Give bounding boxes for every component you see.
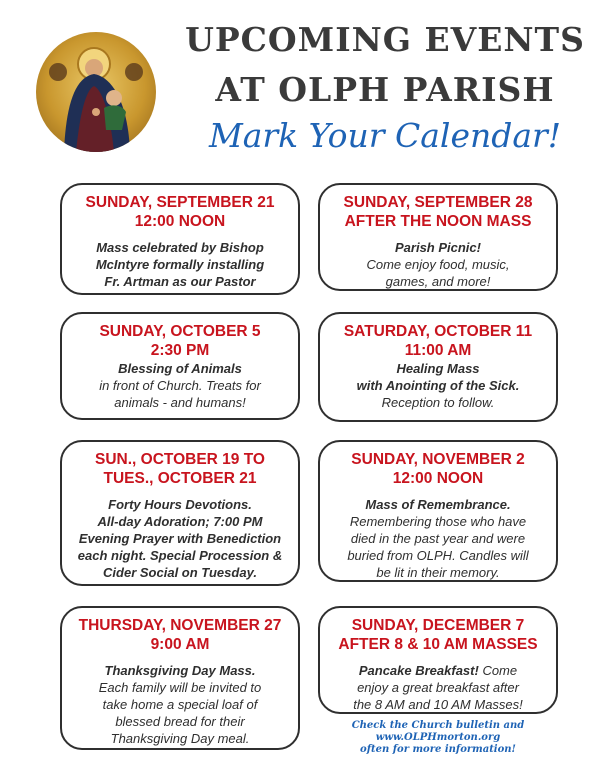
event-detail: with Anointing of the Sick. bbox=[356, 378, 520, 393]
event-card-oct-11 bbox=[318, 312, 558, 422]
event-card-dec-7 bbox=[318, 606, 558, 714]
event-time: AFTER 8 & 10 AM MASSES bbox=[338, 636, 538, 653]
event-title-row bbox=[330, 662, 546, 679]
event-detail: take home a special loaf of bbox=[102, 697, 258, 712]
event-title: Healing Mass bbox=[396, 361, 480, 376]
event-date: SATURDAY, OCTOBER 11 bbox=[343, 323, 533, 340]
page-title-line1: UPCOMING EVENTS bbox=[185, 20, 585, 59]
event-detail: games, and more! bbox=[385, 274, 491, 289]
event-date: SUNDAY, SEPTEMBER 21 bbox=[85, 194, 275, 211]
event-date: SUNDAY, OCTOBER 5 bbox=[99, 323, 261, 340]
event-card-oct-5 bbox=[60, 312, 300, 420]
event-detail: be lit in their memory. bbox=[376, 565, 500, 580]
event-title: Forty Hours Devotions. bbox=[108, 497, 252, 512]
event-time: 9:00 AM bbox=[150, 636, 210, 653]
event-title: Mass of Remembrance. bbox=[365, 497, 511, 512]
event-detail: Cider Social on Tuesday. bbox=[103, 565, 257, 580]
event-date: SUNDAY, SEPTEMBER 28 bbox=[343, 194, 533, 211]
event-title: Pancake Breakfast! bbox=[358, 663, 479, 678]
event-title: Thanksgiving Day Mass. bbox=[104, 663, 256, 678]
event-date: SUNDAY, DECEMBER 7 bbox=[351, 617, 525, 634]
event-date: SUN., OCTOBER 19 TO bbox=[95, 451, 265, 468]
event-detail: Thanksgiving Day meal. bbox=[110, 731, 250, 746]
event-detail: Each family will be invited to bbox=[98, 680, 262, 695]
event-detail: McIntyre formally installing bbox=[95, 257, 265, 272]
event-detail: Come bbox=[478, 663, 518, 678]
event-detail: blessed bread for their bbox=[115, 714, 245, 729]
event-time: 12:00 NOON bbox=[134, 213, 226, 230]
website-link[interactable]: www.OLPHmorton.org bbox=[375, 732, 501, 743]
event-card-nov-2 bbox=[318, 440, 558, 582]
footer-line: often for more information! bbox=[360, 744, 516, 755]
event-detail: animals - and humans! bbox=[114, 395, 246, 410]
event-detail: Come enjoy food, music, bbox=[366, 257, 510, 272]
event-time: 2:30 PM bbox=[150, 342, 210, 359]
event-card-nov-27 bbox=[60, 606, 300, 750]
event-detail: in front of Church. Treats for bbox=[99, 378, 261, 393]
event-detail: Reception to follow. bbox=[381, 395, 495, 410]
event-detail: Fr. Artman as our Pastor bbox=[104, 274, 256, 289]
event-card-sept-28 bbox=[318, 183, 558, 291]
event-title: Blessing of Animals bbox=[118, 361, 242, 376]
event-time: 12:00 NOON bbox=[392, 470, 484, 487]
event-time: AFTER THE NOON MASS bbox=[344, 213, 532, 230]
event-date: SUNDAY, NOVEMBER 2 bbox=[351, 451, 525, 468]
footer-note bbox=[318, 720, 558, 756]
event-detail: buried from OLPH. Candles will bbox=[347, 548, 529, 563]
event-detail: Remembering those who have bbox=[349, 514, 527, 529]
event-card-sept-21 bbox=[60, 183, 300, 295]
page-subtitle: Mark Your Calendar! bbox=[208, 116, 562, 155]
event-detail: each night. Special Procession & bbox=[77, 548, 283, 563]
event-date: THURSDAY, NOVEMBER 27 bbox=[78, 617, 282, 634]
event-date-end: TUES., OCTOBER 21 bbox=[103, 470, 257, 487]
madonna-and-child-icon bbox=[36, 32, 156, 152]
event-title: Mass celebrated by Bishop bbox=[96, 240, 264, 255]
event-card-oct-19 bbox=[60, 440, 300, 586]
event-detail: All-day Adoration; 7:00 PM bbox=[97, 514, 263, 529]
footer-line: Check the Church bulletin and bbox=[351, 720, 525, 731]
religious-icon-medallion bbox=[36, 32, 156, 152]
event-time: 11:00 AM bbox=[404, 342, 472, 359]
event-detail: enjoy a great breakfast after bbox=[357, 680, 519, 695]
page-title-line2: AT OLPH PARISH bbox=[215, 70, 555, 109]
event-detail: died in the past year and were bbox=[350, 531, 526, 546]
event-detail: Evening Prayer with Benediction bbox=[78, 531, 282, 546]
event-detail: the 8 AM and 10 AM Masses! bbox=[353, 697, 523, 712]
event-title: Parish Picnic! bbox=[395, 240, 481, 255]
